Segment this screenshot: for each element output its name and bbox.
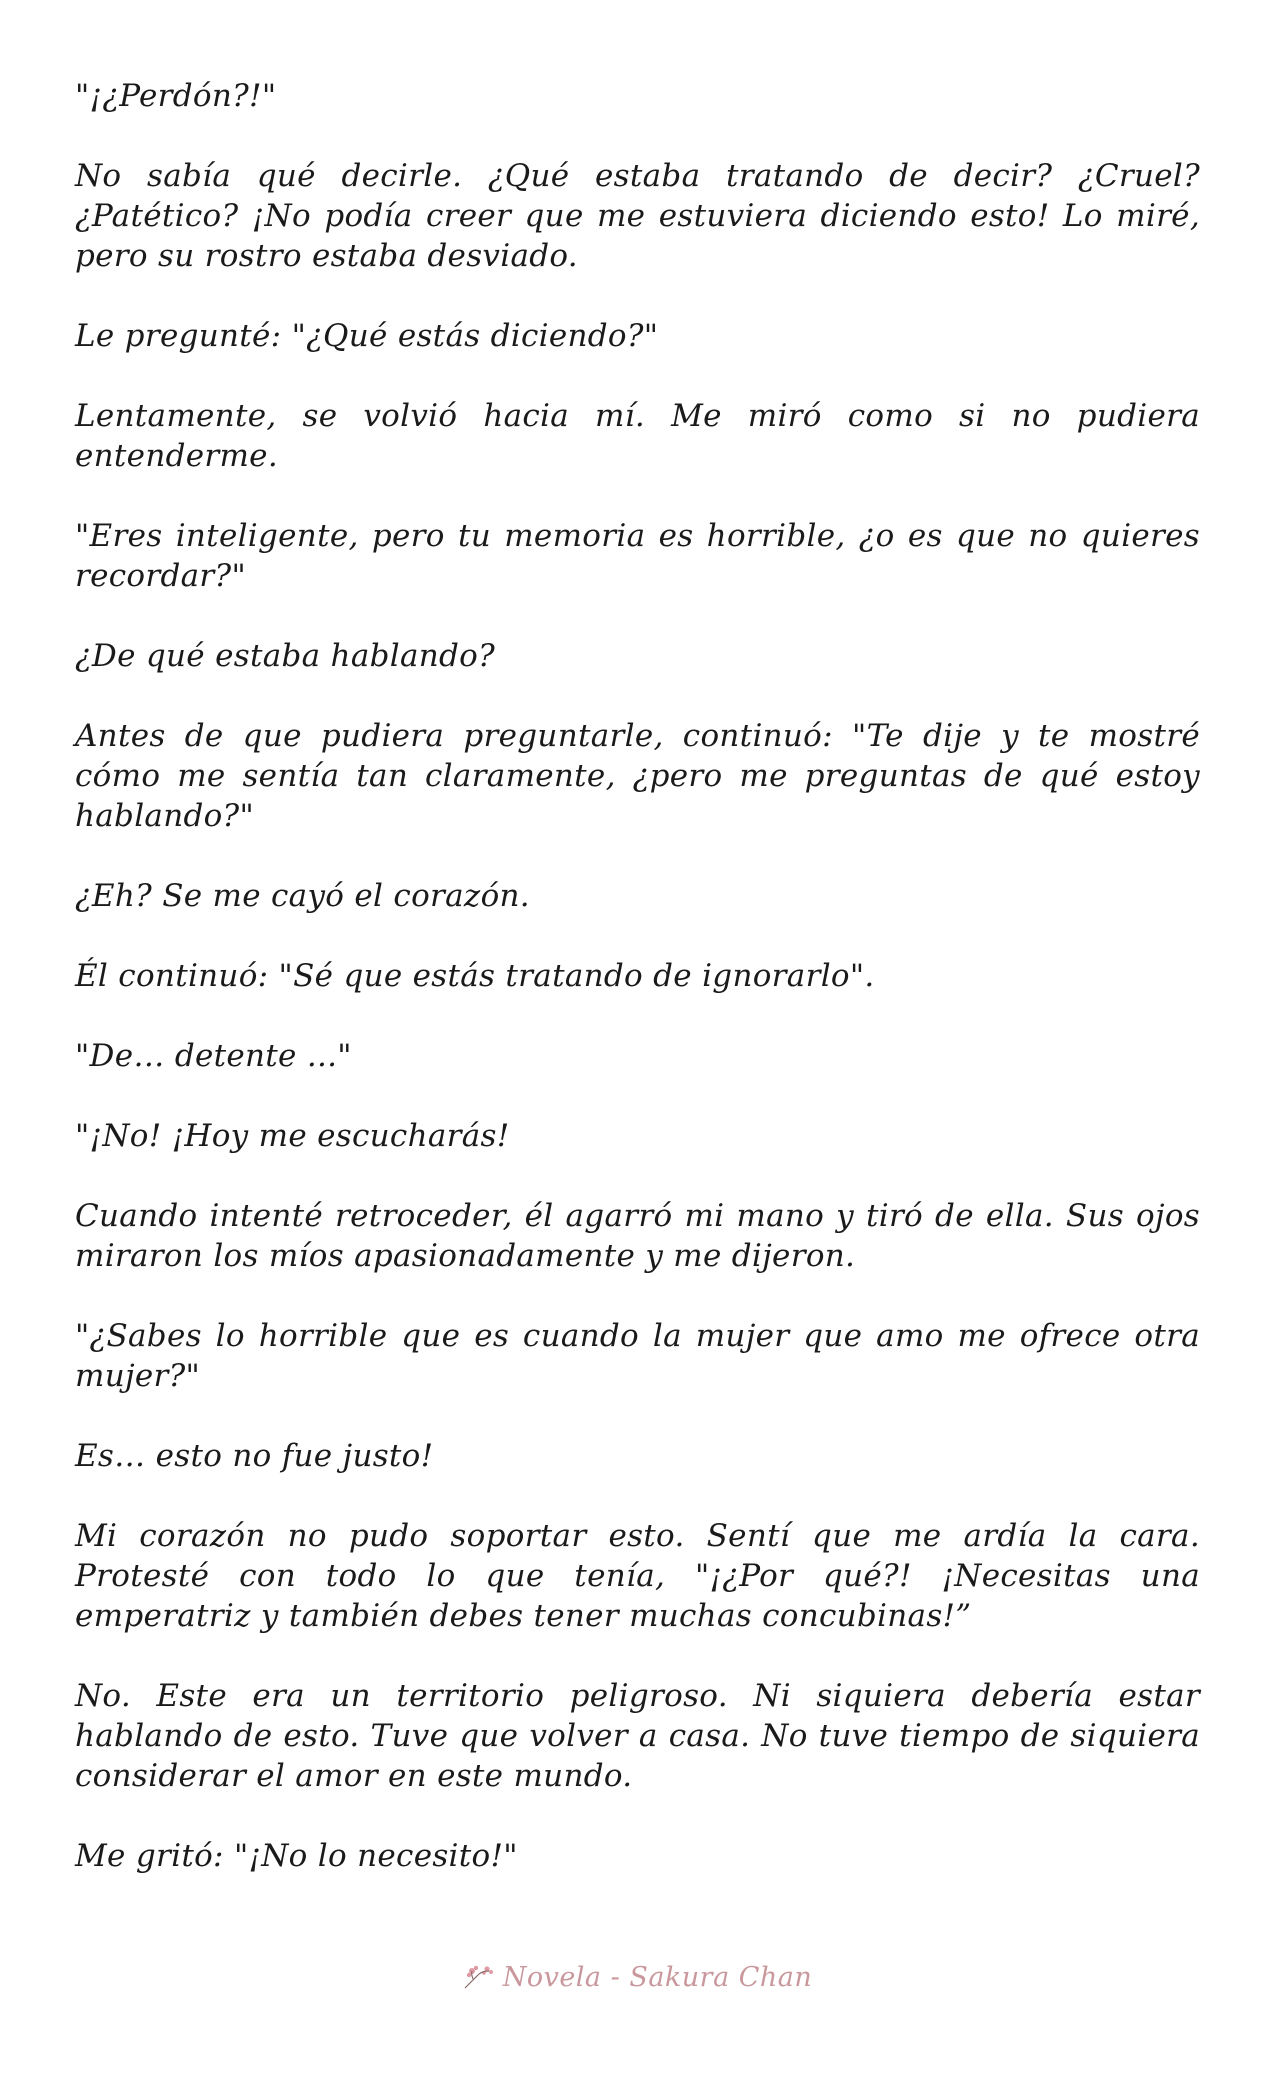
paragraph-7: Antes de que pudiera preguntarle, continuó: "Te dije y te mostré cómo me sentía tan claramente, ¿pero me preguntas de qué estoy hablando?": [75, 718, 1200, 834]
document-body: [75, 76, 1200, 1916]
paragraph-2: No sabía qué decirle. ¿Qué estaba tratando de decir? ¿Cruel? ¿Patético? ¡No podía creer que me estuviera diciendo esto! Lo miré, pero su rostro estaba desviado.: [75, 158, 1200, 274]
watermark: [0, 1962, 1275, 1993]
paragraph-13: "¿Sabes lo horrible que es cuando la mujer que amo me ofrece otra mujer?": [75, 1318, 1200, 1394]
paragraph-3: Le pregunté: "¿Qué estás diciendo?": [75, 318, 659, 354]
paragraph-15: Mi corazón no pudo soportar esto. Sentí que me ardía la cara. Protesté con todo lo que tenía, "¡¿Por qué?! ¡Necesitas una emperatriz y también debes tener muchas concubinas!”: [75, 1518, 1200, 1634]
paragraph-8: ¿Eh? Se me cayó el corazón.: [75, 878, 530, 914]
sakura-blossom-icon: [463, 1962, 499, 1990]
paragraph-5: "Eres inteligente, pero tu memoria es horrible, ¿o es que no quieres recordar?": [75, 518, 1200, 594]
paragraph-1: "¡¿Perdón?!": [75, 78, 277, 114]
paragraph-14: Es… esto no fue justo!: [75, 1438, 434, 1474]
paragraph-12: Cuando intenté retroceder, él agarró mi mano y tiró de ella. Sus ojos miraron los míos apasionadamente y me dijeron.: [75, 1198, 1200, 1274]
paragraph-9: Él continuó: "Sé que estás tratando de ignorarlo".: [75, 958, 875, 994]
paragraph-4: Lentamente, se volvió hacia mí. Me miró como si no pudiera entenderme.: [75, 398, 1200, 474]
paragraph-6: ¿De qué estaba hablando?: [75, 638, 496, 674]
paragraph-17: Me gritó: "¡No lo necesito!": [75, 1838, 518, 1874]
watermark-text: Novela - Sakura Chan: [502, 1962, 813, 1993]
paragraph-10: "De… detente ...": [75, 1038, 352, 1074]
paragraph-16: No. Este era un territorio peligroso. Ni siquiera debería estar hablando de esto. Tuve que volver a casa. No tuve tiempo de siquiera considerar el amor en este mundo.: [75, 1678, 1200, 1794]
paragraph-11: "¡No! ¡Hoy me escucharás!: [75, 1118, 510, 1154]
